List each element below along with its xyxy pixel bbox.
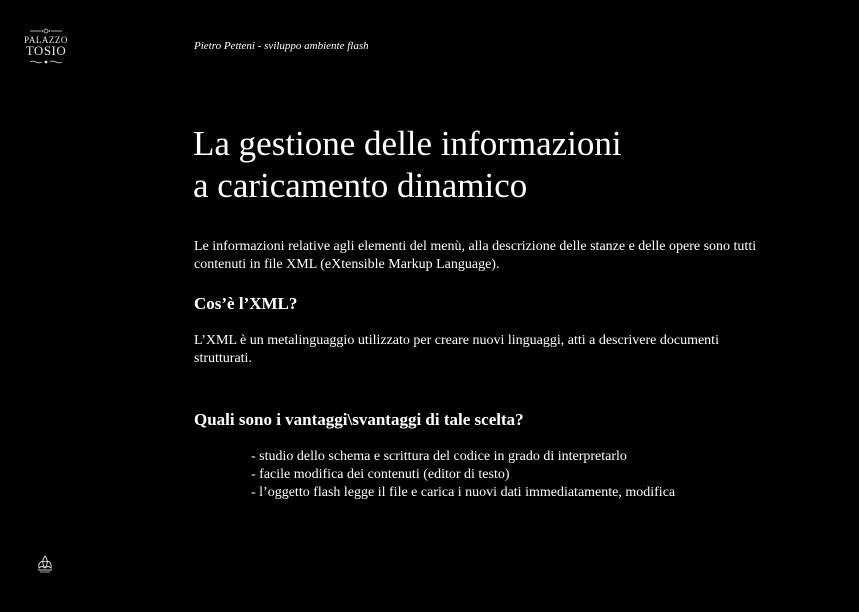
xml-definition-paragraph: L’XML è un metalinguaggio utilizzato per creare nuovi linguaggi, atti a descrivere documenti strutturati.: [194, 333, 719, 366]
ornament-icon: [28, 28, 64, 34]
slide-title: [193, 123, 813, 207]
title-line-2: a caricamento dinamico: [193, 166, 528, 205]
list-item: - l’oggetto flash legge il file e carica i nuovi dati immediatamente, modifica: [251, 485, 676, 500]
intro-paragraph: Le informazioni relative agli elementi del menù, alla descrizione delle stanze e delle opere sono tutti contenuti in file XML (eXtensible Markup Language).: [194, 239, 757, 272]
ornament-icon: [28, 59, 64, 65]
palazzo-tosio-logo: [20, 28, 72, 65]
pros-cons-heading: Quali sono i vantaggi\svantaggi di tale scelta?: [194, 410, 524, 429]
author-subtitle: Pietro Petteni - sviluppo ambiente flash: [194, 40, 369, 52]
list-item: - facile modifica dei contenuti (editor di testo): [251, 467, 510, 482]
xml-question-heading: Cos’è l’XML?: [194, 294, 298, 313]
title-line-1: La gestione delle informazioni: [193, 124, 622, 163]
fleur-ornament-icon: [35, 554, 55, 574]
list-item: - studio dello schema e scrittura del codice in grado di interpretarlo: [251, 449, 627, 464]
pros-cons-list: [251, 448, 675, 502]
logo-line-palazzo: PALAZZO: [24, 35, 68, 45]
logo-line-tosio: TOSIO: [25, 43, 67, 58]
